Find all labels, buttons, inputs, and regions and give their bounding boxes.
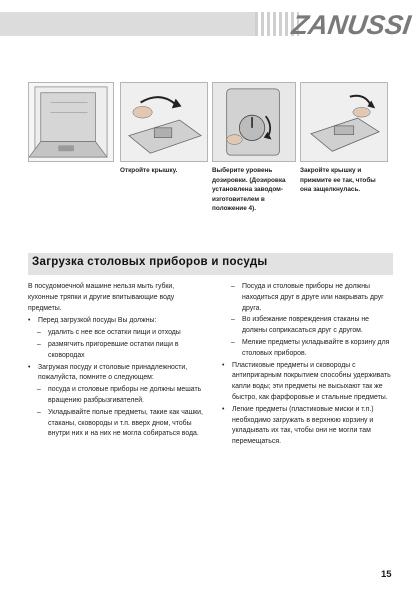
page-number: 15 (381, 569, 392, 580)
item-text: Легкие предметы (пластиковые миски и т.п.) необходимо загружать в верхнюю корзину и укладывать их так, чтобы они не могли там перемещаться. (232, 405, 374, 446)
item-text: Загружая посуду и столовые принадлежности, пожалуйста, помните о следующем: (38, 363, 188, 382)
item-text: Посуда и столовые приборы не должны находиться друг в друге или накрывать друг друга. (242, 283, 384, 312)
figure-close-lid (300, 82, 388, 162)
caption-open-door: Откройте крышку. (120, 167, 178, 174)
dishwasher-illustration (29, 83, 113, 161)
item-text: удалить с нее все остатки пищи и отходы (48, 329, 181, 337)
item-text: посуда и столовые приборы не должны мешать вращению разбрызгивателей. (48, 386, 202, 404)
item-text: Во избежание повреждения стаканы не должны соприкасаться друг с другом. (242, 316, 369, 335)
list-subitem: – посуда и столовые приборы не должны мешать вращению разбрызгивателей. (37, 386, 202, 404)
header-band (0, 12, 287, 36)
intro-paragraph: В посудомоечной машине нельзя мыть губки, кухонные тряпки и другие впитывающие воду предметы. (28, 283, 175, 312)
item-text: Перед загрузкой посуды Вы должны: (38, 317, 157, 325)
item-text: Пластиковые предметы и сковороды с антипригарным покрытием способны удерживать капли воды; эти предметы не высыхают так же быстро, как фарфоровые и стальные предметы. (232, 361, 391, 401)
list-subitem: – Укладывайте полые предметы, такие как чашки, стаканы, сковороды и т.п. вверх дном, чтобы внутри них и на них не могла собираться вода. (37, 408, 203, 438)
list-subitem: – Мелкие предметы укладывайте в корзину для столовых приборов. (231, 338, 390, 357)
list-subitem: – Во избежание повреждения стаканы не должны соприкасаться друг с другом. (231, 316, 369, 335)
item-text: Мелкие предметы укладывайте в корзину для столовых приборов. (242, 338, 390, 357)
list-item: • Перед загрузкой посуды Вы должны: (28, 317, 157, 325)
list-subitem: – размягчить пригоревшие остатки пищи в сковородах (37, 340, 179, 359)
lid-illustration (301, 83, 387, 161)
list-item: • Легкие предметы (пластиковые миски и т.п.) необходимо загружать в верхнюю корзину и укладывать их так, чтобы они не могли там перемещаться. (222, 405, 374, 446)
list-item: • Пластиковые предметы и сковороды с антипригарным покрытием способны удерживать капли воды; эти предметы не высыхают так же быстро, как фарфоровые и стальные предметы. (222, 361, 391, 401)
list-item: • Загружая посуду и столовые принадлежности, пожалуйста, помните о следующем: (28, 363, 188, 382)
caption-dosage: Выберите уровень дозировки. (Дозировка установлена заводом-изготовителем в положение 4). (212, 167, 286, 212)
right-column (222, 282, 394, 449)
brand-logo: ZANUSSI (289, 10, 413, 40)
caption-close-lid: Закройте крышку и прижмите ее так, чтобы она защелкнулась. (300, 167, 376, 193)
header-bar (0, 0, 420, 40)
figure-dispenser-lid (120, 82, 208, 162)
item-text: Укладывайте полые предметы, такие как чашки, стаканы, сковороды и т.п. вверх дном, чтобы внутри них и на них не могла собираться вода. (48, 408, 203, 438)
list-subitem: – удалить с нее все остатки пищи и отходы (37, 329, 181, 337)
selector-illustration (213, 83, 295, 161)
dispenser-illustration (121, 83, 207, 161)
item-text: размягчить пригоревшие остатки пищи в сковородах (48, 340, 179, 359)
figure-open-door (28, 82, 114, 162)
section-title: Загрузка столовых приборов и посуды (32, 256, 268, 268)
figure-dosage-selector (212, 82, 296, 162)
list-subitem: – Посуда и столовые приборы не должны находиться друг в друге или накрывать друг друга. (231, 283, 384, 312)
left-column (28, 282, 206, 441)
